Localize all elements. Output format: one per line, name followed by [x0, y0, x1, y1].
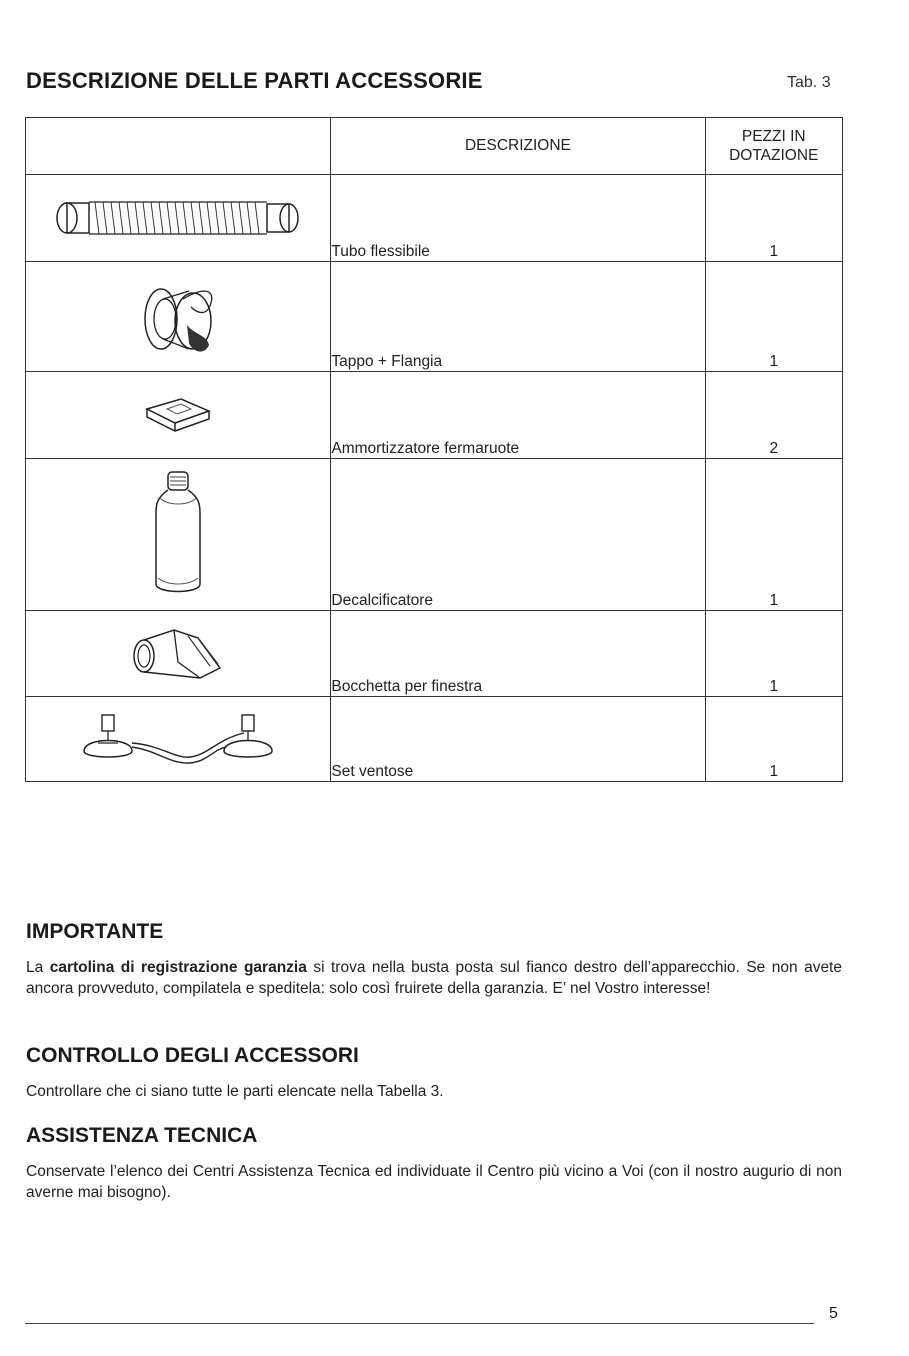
section-text-controllo: Controllare che ci siano tutte le parti elencate nella Tabella 3.	[26, 1083, 444, 1100]
row-image-cell	[26, 611, 331, 697]
section-title-importante: IMPORTANTE	[26, 920, 164, 943]
page-title: DESCRIZIONE DELLE PARTI ACCESSORIE	[26, 68, 483, 93]
section-text-assistenza: Conservate l’elenco dei Centri Assistenza Tecnica ed individuate il Centro più vicino a Voi (con il nostro augurio di non averne mai bisogno).	[26, 1163, 842, 1201]
row-description: Bocchetta per finestra	[331, 611, 705, 697]
suction-cups-icon	[68, 709, 288, 769]
page-number: 5	[829, 1305, 838, 1322]
row-description: Tappo + Flangia	[331, 262, 705, 372]
row-image-cell	[26, 262, 331, 372]
table-reference-label: Tab. 3	[787, 74, 831, 91]
row-quantity: 1	[705, 697, 843, 782]
row-image-cell	[26, 175, 331, 262]
table-row	[26, 372, 843, 459]
header-image-column	[26, 118, 331, 175]
header-quantity-line1: PEZZI IN	[741, 128, 806, 145]
wheel-stop-pad-icon	[143, 395, 213, 435]
header-quantity	[705, 118, 843, 175]
flexible-hose-icon	[53, 198, 303, 238]
header-quantity-line2: DOTAZIONE	[729, 147, 819, 164]
window-nozzle-icon	[128, 624, 228, 684]
table-row	[26, 262, 843, 372]
row-quantity: 1	[705, 175, 843, 262]
row-description: Ammortizzatore fermaruote	[331, 372, 705, 459]
section-text-importante: La cartolina di registrazione garanzia si trova nella busta posta sul fianco destro dell’apparecchio. Se non avete ancora provveduto, compilatela e speditela: solo così fruirete della garanzia. E’ nel Vostro interesse!	[26, 959, 842, 997]
warranty-card-emphasis: cartolina di registrazione garanzia	[49, 959, 307, 976]
table-header-row	[26, 118, 843, 175]
table-row	[26, 611, 843, 697]
footer-rule	[25, 1323, 814, 1324]
row-quantity: 1	[705, 459, 843, 611]
row-image-cell	[26, 459, 331, 611]
table-row	[26, 459, 843, 611]
section-title-controllo: CONTROLLO DEGLI ACCESSORI	[26, 1044, 359, 1067]
header-description: DESCRIZIONE	[331, 118, 705, 175]
table-row	[26, 175, 843, 262]
row-image-cell	[26, 697, 331, 782]
table-row	[26, 697, 843, 782]
section-title-assistenza: ASSISTENZA TECNICA	[26, 1124, 258, 1147]
row-quantity: 1	[705, 262, 843, 372]
row-quantity: 2	[705, 372, 843, 459]
descaler-bottle-icon	[148, 470, 208, 600]
accessories-table	[25, 117, 843, 782]
row-quantity: 1	[705, 611, 843, 697]
row-description: Set ventose	[331, 697, 705, 782]
row-description: Tubo flessibile	[331, 175, 705, 262]
row-description: Decalcificatore	[331, 459, 705, 611]
cap-flange-icon	[133, 277, 223, 357]
row-image-cell	[26, 372, 331, 459]
